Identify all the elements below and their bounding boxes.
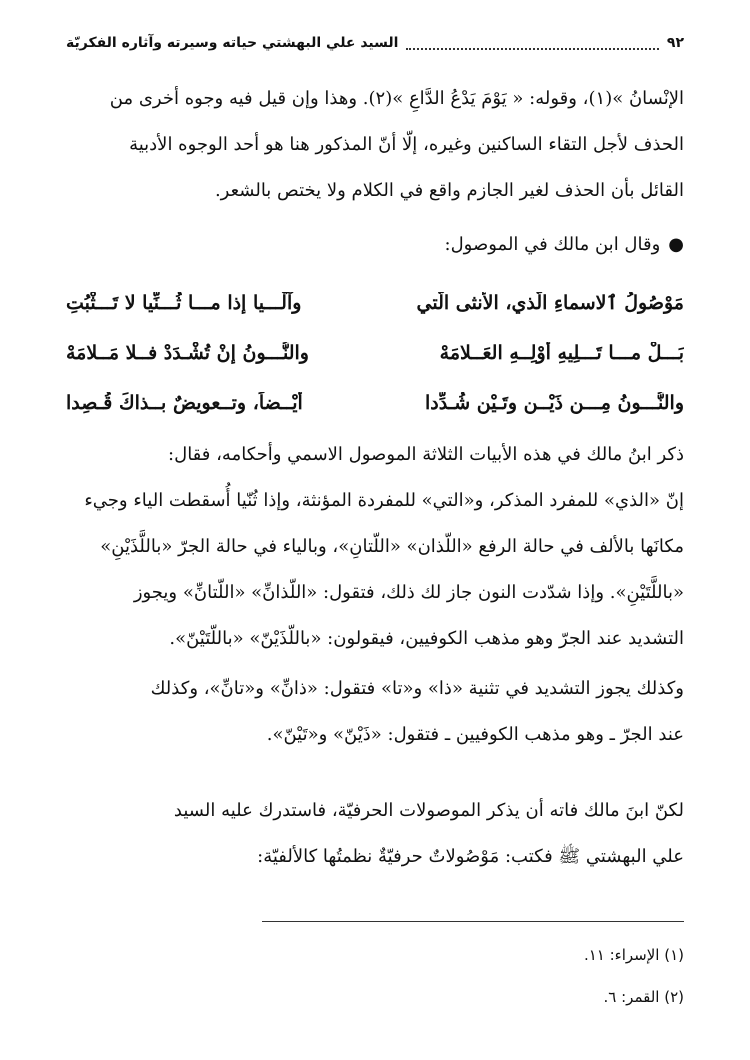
paragraph-1-line-2: الحذف لأجل التقاء الساكنين وغيره، إلّا أنّ المذكور هنا هو أحد الوجوه الأدبية xyxy=(129,134,684,155)
poem-verses xyxy=(66,278,684,428)
verse-row xyxy=(66,378,684,428)
paragraph-4-line-2: علي البهشتي ﷺ فكتب: مَوْصُولاتٌ حرفيّةٌ نظمتُها كالألفيّة: xyxy=(257,846,684,867)
verse-left-hemistich: وآلْـــيا إذا مـــا ثُـــنِّيا لا تَـــثْبُتِ xyxy=(66,292,302,314)
footnote-separator xyxy=(262,921,684,922)
running-header xyxy=(66,30,684,56)
paragraph-2-line-1: ذكر ابنُ مالك في هذه الأبيات الثلاثة الموصول الاسمي وأحكامه، فقال: xyxy=(168,444,684,465)
running-title: السيد علي البهشتي حياته وسيرته وآثاره الفكريّة xyxy=(66,35,399,51)
paragraph-2-line-3: مكانَها بالألف في حالة الرفع «اللّذان» «اللّتانِ»، وبالياء في حالة الجرّ «باللَّذَيْنِ» xyxy=(100,536,684,557)
footnote-2: (٢) القمر: ٦. xyxy=(603,988,684,1006)
verse-row xyxy=(66,278,684,328)
verse-right-hemistich: مَوْصُولُ ٱلاسماءِ الَّذي، الأُنثى الَّتي xyxy=(416,292,684,314)
paragraph-3-line-2: عند الجرّ ـ وهو مذهب الكوفيين ـ فتقول: «ذَيْنّ» و«تَيْنّ». xyxy=(266,724,684,745)
footnote-1: (١) الإسراء: ١١. xyxy=(583,946,684,964)
verse-left-hemistich: أيْــضاً، وتــعويضٌ بــذاكَ قُـصِدا xyxy=(66,392,303,414)
paragraph-2-line-2: إنّ «الذي» للمفرد المذكر، و«التي» للمفردة المؤنثة، وإذا ثُنّيا أُسقطت الياء وجيء xyxy=(84,490,684,511)
bullet-icon: ● xyxy=(668,234,684,255)
verse-intro xyxy=(66,222,684,268)
verse-row xyxy=(66,328,684,378)
verse-right-hemistich: بَـــلْ مـــا تَـــلِيهِ أَوْلِــهِ العَــلامَهْ xyxy=(439,342,684,364)
header-dot-leader xyxy=(406,47,658,50)
verse-right-hemistich: والنُّـــونُ مِـــن ذَيْــنِ وتَـيْنِ شُـدِّدا xyxy=(424,392,684,414)
paragraph-1-line-3: القائل بأن الحذف لغير الجازم واقع في الكلام ولا يختص بالشعر. xyxy=(214,180,684,201)
verse-left-hemistich: والنُّـــونُ إنْ تُشْـدَدْ فــلا مَــلامَهْ xyxy=(66,342,309,364)
paragraph-3-line-1: وكذلك يجوز التشديد في تثنية «ذا» و«تا» فتقول: «ذانِّ» و«تانِّ»، وكذلك xyxy=(150,678,684,699)
paragraph-2-line-4: «باللَّتَيْنِ». وإذا شدّدت النون جاز لك ذلك، فتقول: «اللّذانِّ» «اللّتانِّ» ويجوز xyxy=(133,582,684,603)
verse-intro-text: وقال ابن مالك في الموصول: xyxy=(444,234,661,255)
paragraph-1-line-1: الإنْسانُ »(١)، وقوله: « يَوْمَ يَدْعُ الدَّاعِ »(٢). وهذا وإن قيل فيه وجوه أخرى من xyxy=(109,88,684,109)
paragraph-2-line-5: التشديد عند الجرّ وهو مذهب الكوفيين، فيقولون: «باللّذَيْنّ» «باللّتَيْنّ». xyxy=(169,628,684,649)
paragraph-4-line-1: لكنّ ابنَ مالك فاته أن يذكر الموصولات الحرفيّة، فاستدرك عليه السيد xyxy=(173,800,684,821)
page-number: ٩٢ xyxy=(666,35,684,51)
